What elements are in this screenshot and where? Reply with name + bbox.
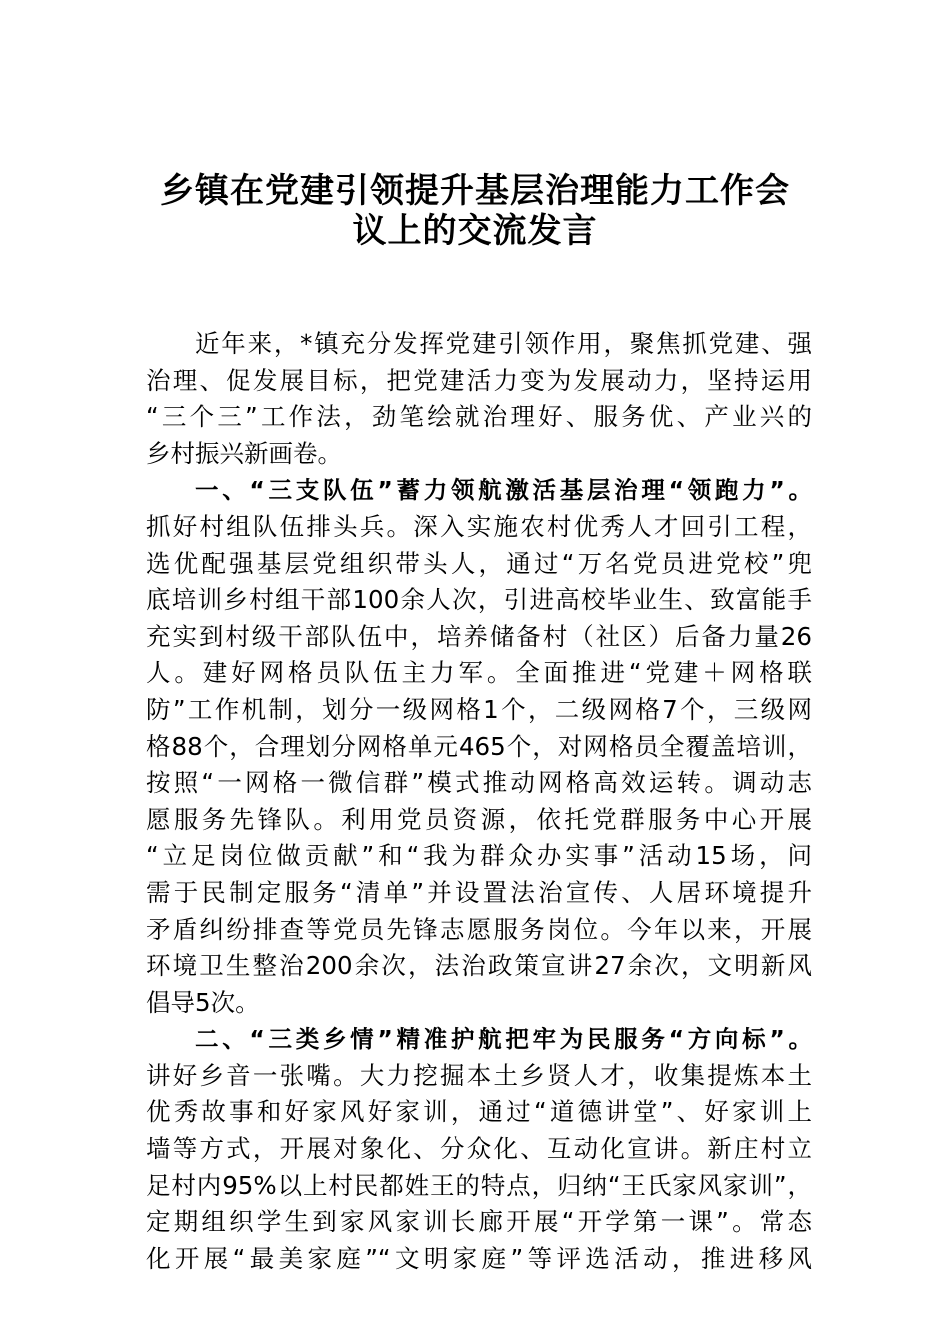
paragraph-line: 治理、促发展目标，把党建活力变为发展动力，坚持运用 (146, 365, 812, 395)
document-title-line-2: 议上的交流发言 (352, 211, 598, 251)
paragraph-line: 近年来，*镇充分发挥党建引领作用，聚焦抓党建、强 (195, 329, 812, 358)
paragraph-line: 底培训乡村组干部100余人次，引进高校毕业生、致富能手 (146, 585, 812, 615)
paragraph-line: 抓好村组队伍排头兵。深入实施农村优秀人才回引工程， (146, 511, 812, 541)
paragraph-line: 选优配强基层党组织带头人，通过“万名党员进党校”兜 (146, 548, 812, 578)
paragraph-line: 优秀故事和好家风好家训，通过“道德讲堂”、好家训上 (146, 1097, 812, 1127)
paragraph-line: 墙等方式，开展对象化、分众化、互动化宣讲。新庄村立 (146, 1134, 812, 1164)
paragraph-line: “立足岗位做贡献”和“我为群众办实事”活动15场，问 (146, 841, 812, 871)
paragraph-line: 倡导5次。 (146, 987, 260, 1017)
paragraph-line: 格88个，合理划分网格单元465个，对网格员全覆盖培训， (146, 731, 812, 761)
document-title-line-1: 乡镇在党建引领提升基层治理能力工作会 (160, 171, 790, 211)
paragraph-line: 人。建好网格员队伍主力军。全面推进“党建＋网格联 (146, 658, 812, 688)
paragraph-line: 需于民制定服务“清单”并设置法治宣传、人居环境提升 (146, 877, 812, 907)
paragraph-line: 矛盾纠纷排查等党员先锋志愿服务岗位。今年以来，开展 (146, 914, 812, 944)
paragraph-line: 乡村振兴新画卷。 (146, 438, 342, 468)
paragraph-line: 按照“一网格一微信群”模式推动网格高效运转。调动志 (146, 768, 812, 798)
paragraph-line: 环境卫生整治200余次，法治政策宣讲27余次，文明新风 (146, 951, 812, 981)
paragraph-line: 化开展“最美家庭”“文明家庭”等评选活动，推进移风 (146, 1243, 812, 1273)
paragraph-line: 充实到村级干部队伍中，培养储备村（社区）后备力量26 (146, 621, 812, 651)
paragraph-line: 足村内95%以上村民都姓王的特点，归纳“王氏家风家训”， (146, 1170, 812, 1200)
paragraph-line: 定期组织学生到家风家训长廊开展“开学第一课”。常态 (146, 1207, 812, 1237)
section-heading-1: 一、“三支队伍”蓄力领航激活基层治理“领跑力”。 (195, 476, 812, 505)
document-body (146, 326, 812, 1277)
paragraph-line: 防”工作机制，划分一级网格1个，二级网格7个，三级网 (146, 694, 812, 724)
paragraph-line: “三个三”工作法，劲笔绘就治理好、服务优、产业兴的 (146, 402, 812, 432)
paragraph-line: 愿服务先锋队。利用党员资源，依托党群服务中心开展 (146, 804, 812, 834)
paragraph-line: 讲好乡音一张嘴。大力挖掘本土乡贤人才，收集提炼本土 (146, 1060, 812, 1090)
section-heading-2: 二、“三类乡情”精准护航把牢为民服务“方向标”。 (195, 1025, 812, 1054)
